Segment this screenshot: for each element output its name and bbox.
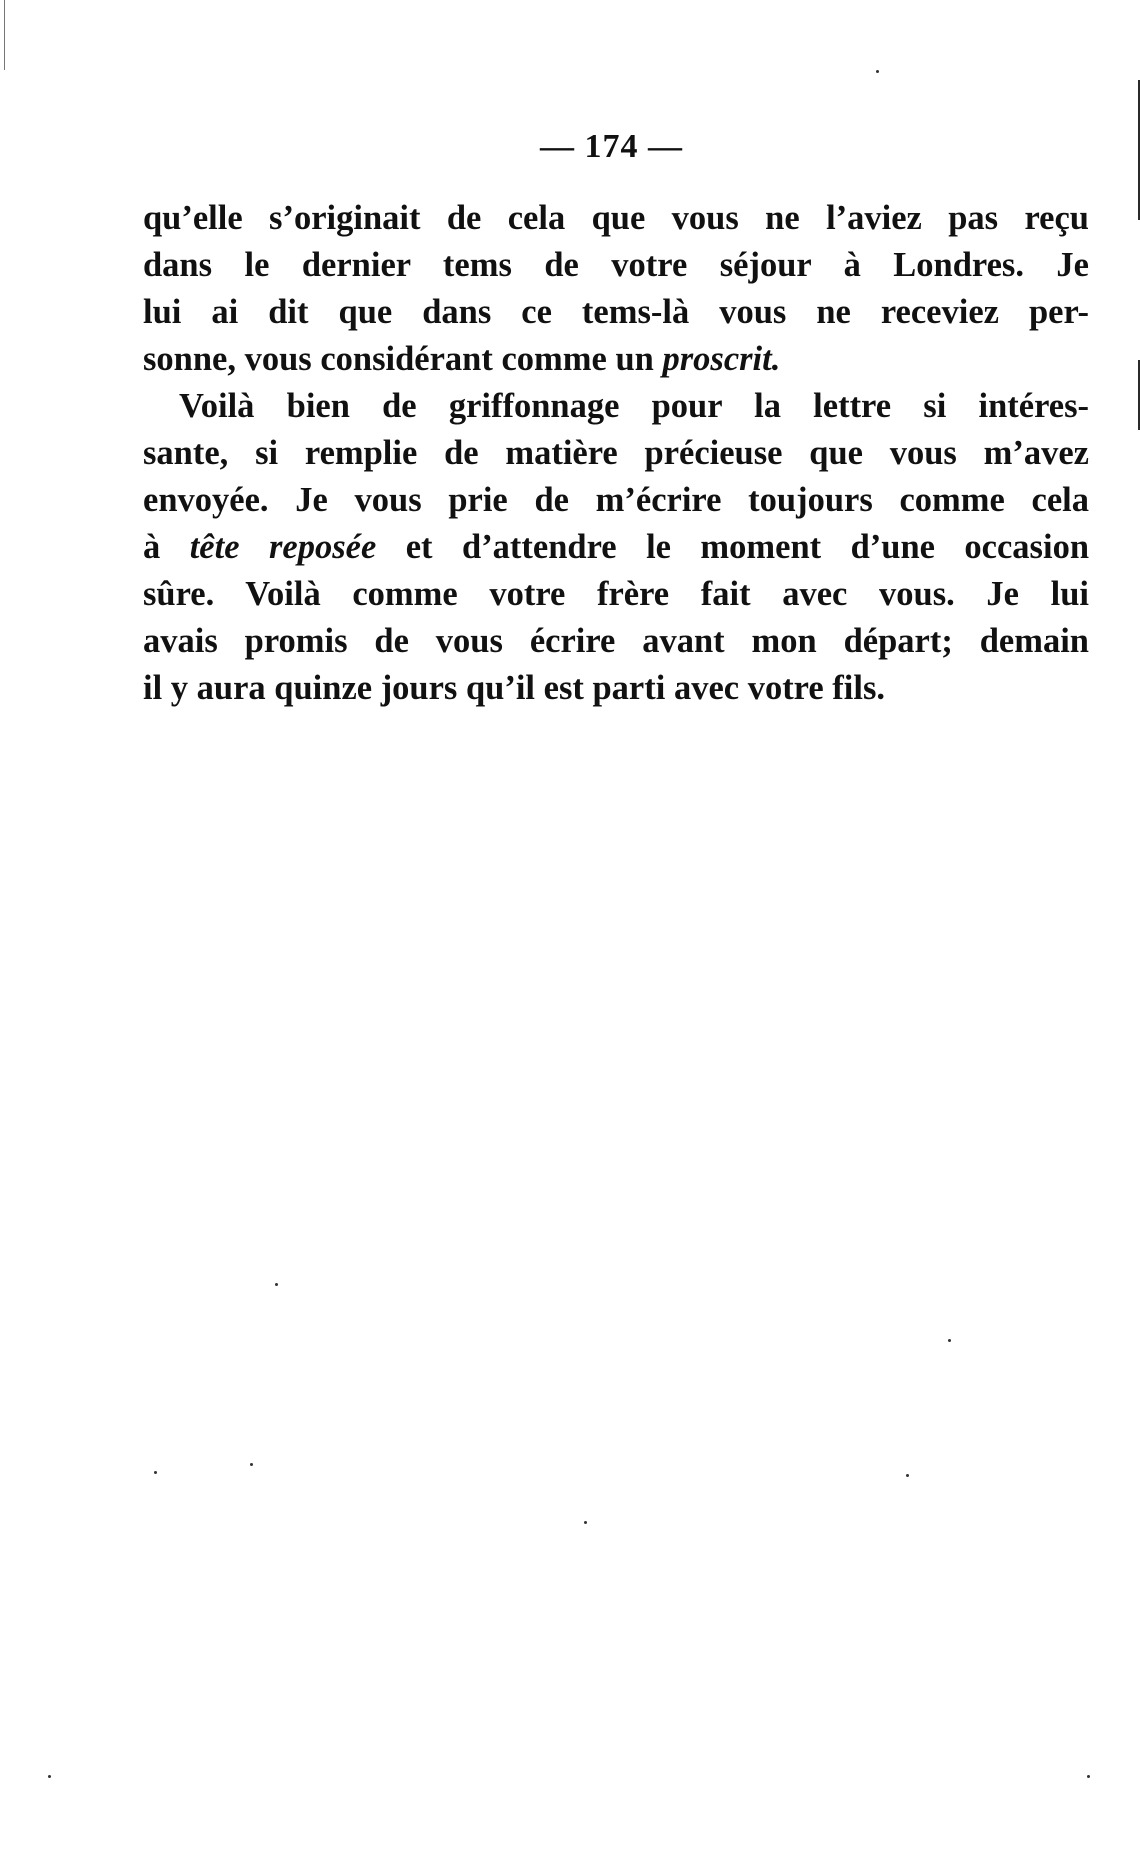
text-segment: à bbox=[143, 528, 190, 566]
scan-speck bbox=[1087, 1775, 1090, 1778]
text-line: il y aura quinze jours qu’il est parti avec votre fils. bbox=[143, 669, 886, 707]
text-line: dans le dernier tems de votre séjour à Londres. Je bbox=[143, 246, 1089, 284]
text-line: avais promis de vous écrire avant mon départ; demain bbox=[143, 622, 1089, 660]
scan-speck bbox=[275, 1283, 278, 1286]
text-line: Voilà bien de griffonnage pour la lettre si intéres- bbox=[179, 387, 1089, 425]
text-line: lui ai dit que dans ce tems-là vous ne receviez per- bbox=[143, 293, 1089, 331]
text-line: qu’elle s’originait de cela que vous ne l’aviez pas reçu bbox=[143, 199, 1089, 237]
text-segment: et d’attendre le moment d’une occasion bbox=[376, 528, 1090, 566]
italic-word-proscrit: proscrit. bbox=[662, 340, 781, 378]
text-line bbox=[143, 524, 1089, 571]
scan-speck bbox=[906, 1474, 909, 1477]
scan-speck bbox=[584, 1521, 587, 1524]
page-number: — 174 — bbox=[540, 128, 683, 165]
text-segment: sonne, vous considérant comme un bbox=[143, 340, 663, 378]
scan-edge-line-left bbox=[4, 0, 5, 70]
text-line bbox=[143, 336, 1089, 383]
text-line: sante, si remplie de matière précieuse que vous m’avez bbox=[143, 434, 1089, 472]
scan-speck bbox=[154, 1471, 157, 1474]
scan-speck bbox=[948, 1339, 951, 1342]
scan-speck bbox=[48, 1775, 51, 1778]
text-line: envoyée. Je vous prie de m’écrire toujours comme cela bbox=[143, 481, 1089, 519]
scan-speck bbox=[876, 70, 879, 73]
italic-phrase-tete-reposee: tête reposée bbox=[189, 528, 377, 566]
text-line: sûre. Voilà comme votre frère fait avec vous. Je lui bbox=[143, 575, 1089, 613]
scan-speck bbox=[250, 1463, 253, 1466]
body-text bbox=[143, 195, 1089, 712]
